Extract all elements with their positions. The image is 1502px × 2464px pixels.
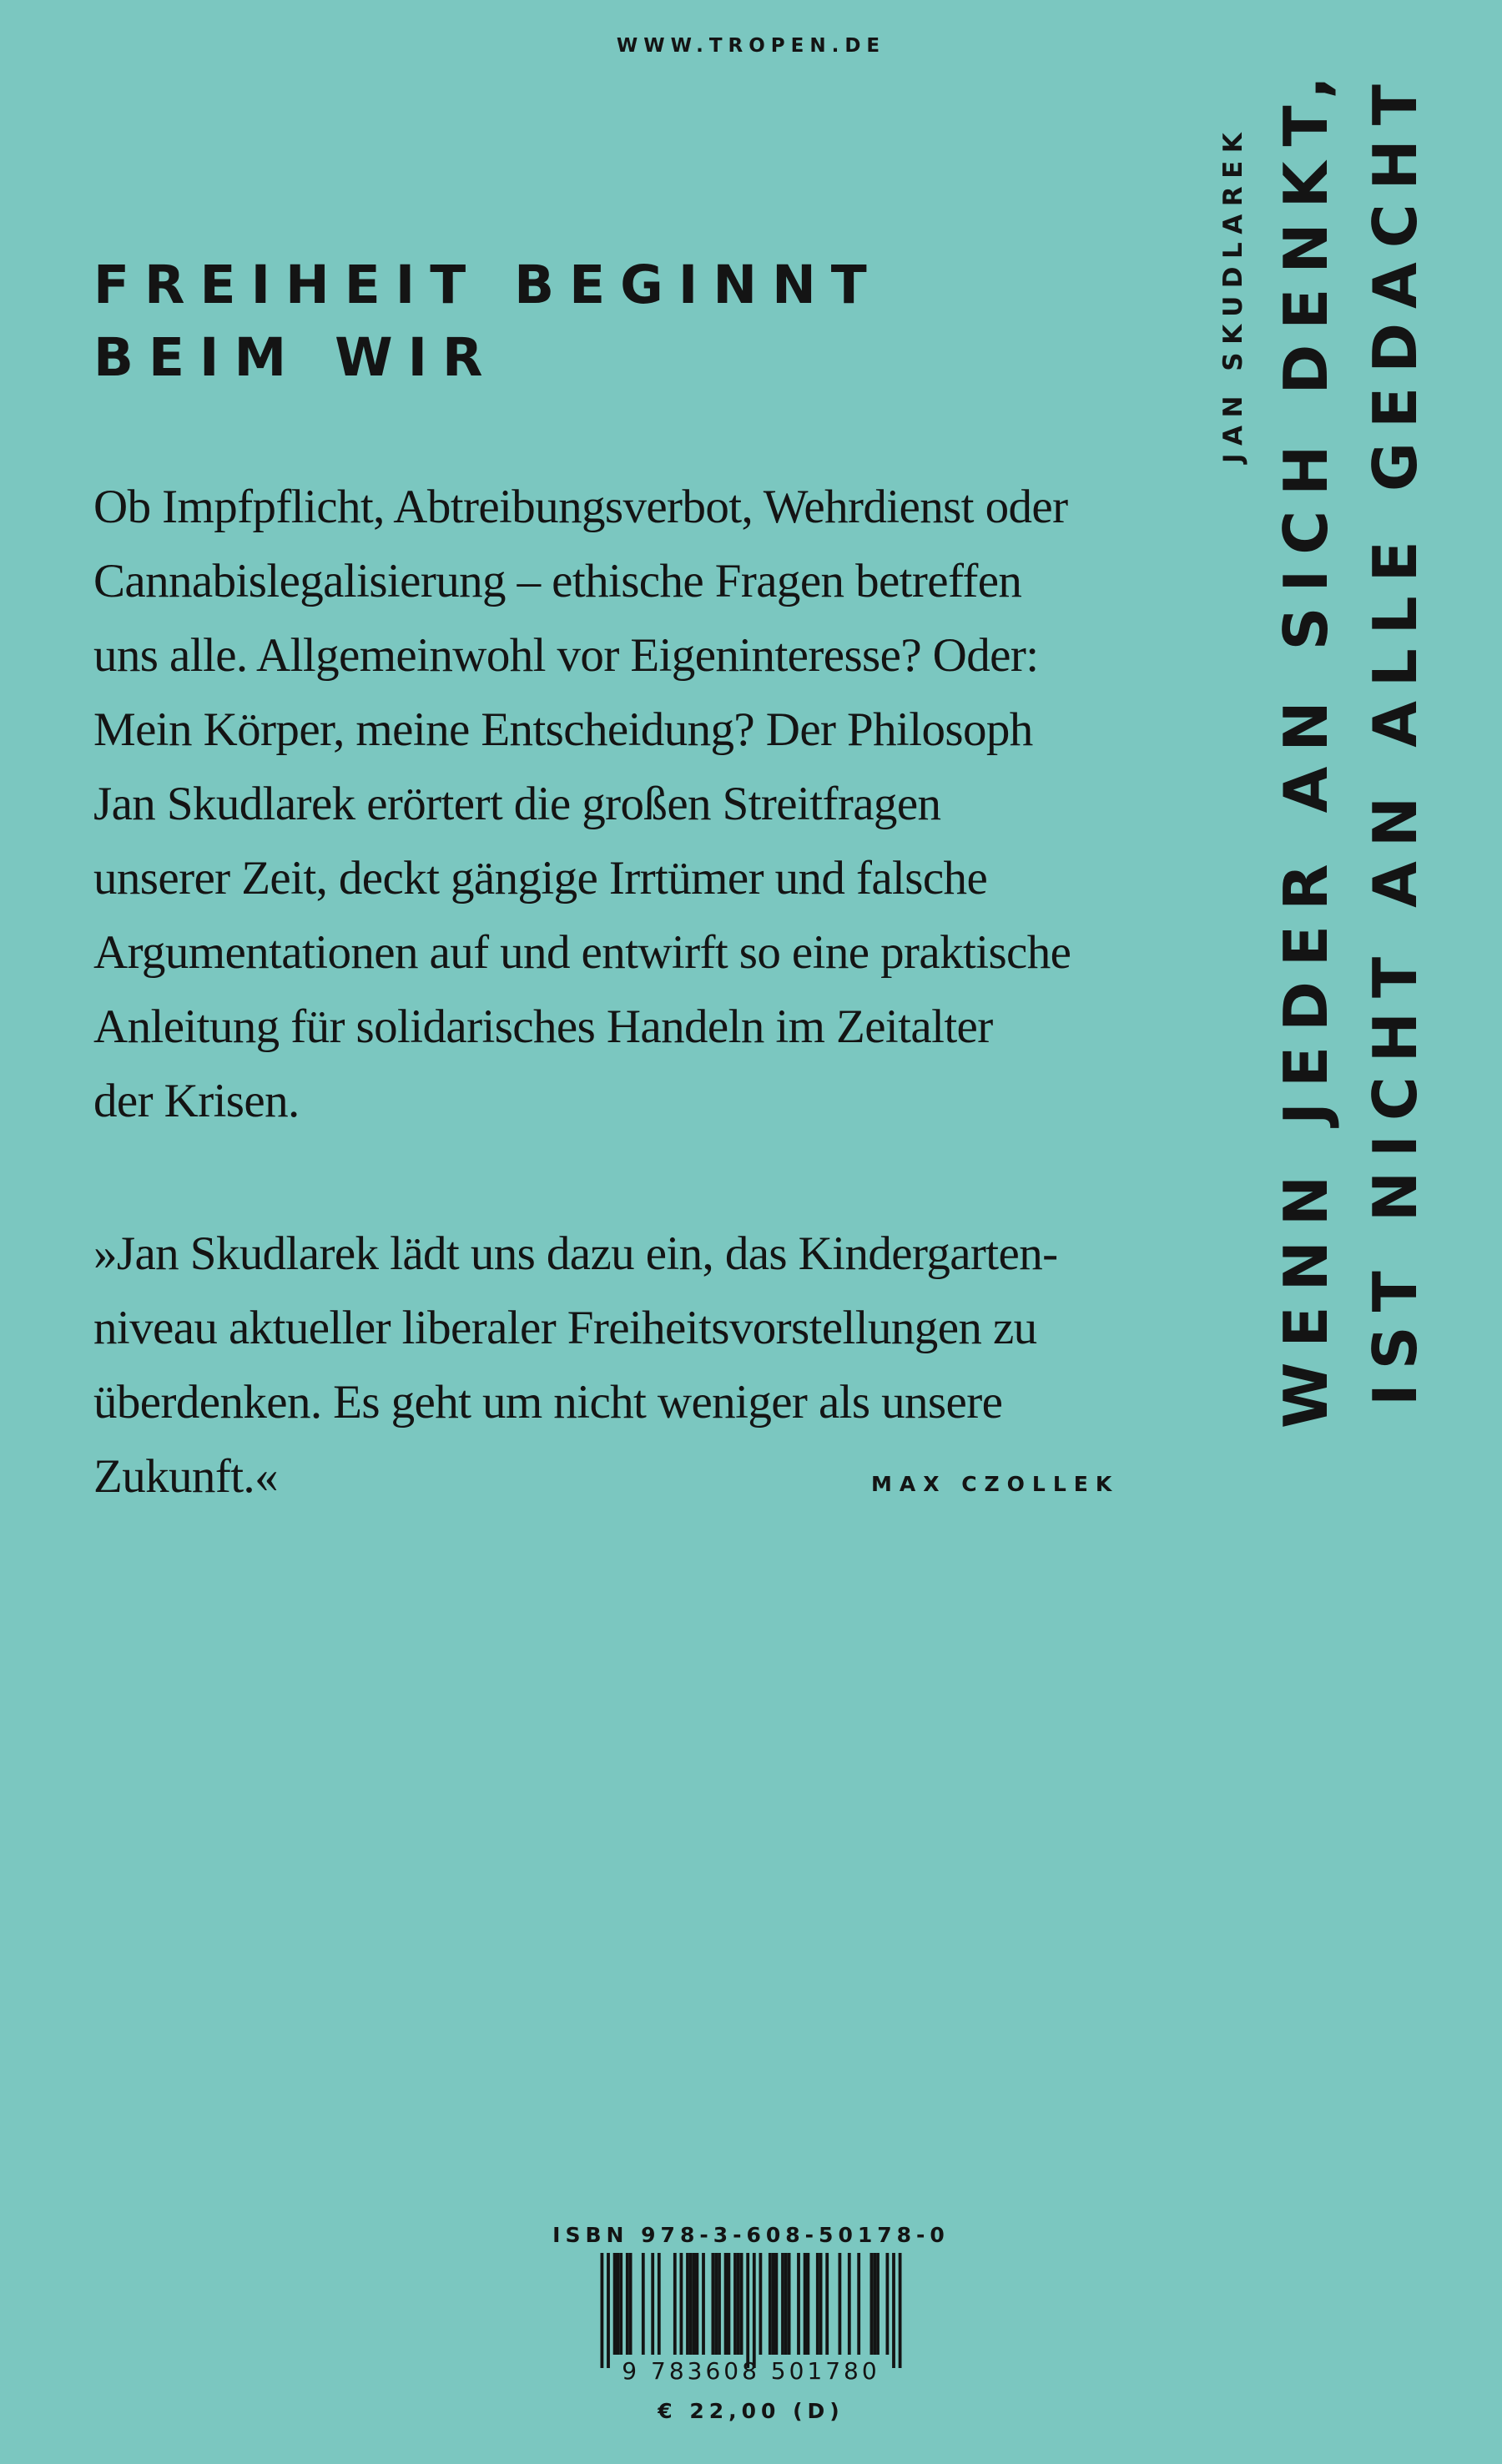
description-line: Jan Skudlarek erörtert die großen Streitfragen — [93, 778, 941, 830]
barcode-bar — [617, 2253, 620, 2355]
quote-line: »Jan Skudlarek lädt uns dazu ein, das Kindergarten- — [93, 1227, 1058, 1280]
barcode-bar — [886, 2253, 890, 2355]
barcode-bar — [873, 2253, 876, 2355]
barcode-bar — [686, 2253, 689, 2355]
barcode-bar — [753, 2253, 756, 2368]
review-quote — [93, 1217, 1178, 1514]
barcode-bar — [693, 2253, 696, 2355]
barcode-bar — [702, 2253, 705, 2355]
barcode-bar — [819, 2253, 823, 2355]
barcode-bar — [737, 2253, 740, 2355]
spine-title-line-1: WENN JEDER AN SICH DENKT, — [1271, 61, 1341, 1429]
headline-line-1: FREIHEIT BEGINNT — [93, 254, 882, 315]
barcode-bar — [724, 2253, 728, 2355]
barcode-bar — [689, 2253, 693, 2355]
barcode-bar — [607, 2253, 610, 2368]
barcode-bar — [718, 2253, 721, 2355]
barcode-bar — [629, 2253, 633, 2355]
barcode-bar — [876, 2253, 880, 2355]
barcode-bar — [733, 2253, 737, 2355]
barcode-bar — [658, 2253, 661, 2355]
barcode-bar — [870, 2253, 874, 2355]
barcode-bar — [673, 2253, 677, 2355]
barcode-bar — [626, 2253, 629, 2355]
description-paragraph — [93, 470, 1178, 1138]
description-line: Mein Körper, meine Entscheidung? Der Philosoph — [93, 703, 1033, 756]
barcode-bar — [740, 2253, 743, 2355]
barcode-bar — [680, 2253, 683, 2355]
headline — [93, 249, 1011, 394]
barcode-bar — [839, 2253, 842, 2355]
barcode-bar — [651, 2253, 654, 2355]
description-line: Anleitung für solidarisches Handeln im Zeitalter — [93, 1000, 993, 1053]
barcode-bar — [769, 2253, 772, 2355]
description-line: Cannabislegalisierung – ethische Fragen betreffen — [93, 555, 1022, 607]
barcode-bar — [613, 2253, 617, 2355]
barcode-bar — [788, 2253, 791, 2355]
barcode-bar — [825, 2253, 829, 2355]
barcode-bar — [642, 2253, 645, 2355]
barcode-bar — [775, 2253, 779, 2355]
isbn-text: ISBN 978-3-608-50178-0 — [552, 2223, 950, 2247]
barcode-bar — [784, 2253, 788, 2355]
barcode-bar — [781, 2253, 784, 2355]
barcode-bar — [601, 2253, 604, 2368]
barcode-bar — [696, 2253, 699, 2355]
barcode-bar — [728, 2253, 731, 2355]
barcode-bar — [797, 2253, 800, 2355]
barcode-bar — [759, 2253, 763, 2355]
barcode-bar — [746, 2253, 749, 2368]
quote-line: Zukunft.« — [93, 1450, 278, 1503]
publisher-website: WWW.TROPEN.DE — [616, 35, 886, 57]
price: € 22,00 (D) — [658, 2399, 844, 2423]
description-line: uns alle. Allgemeinwohl vor Eigeninteresse? Oder: — [93, 629, 1039, 682]
description-line: Ob Impfpflicht, Abtreibungsverbot, Wehrdienst oder — [93, 481, 1068, 533]
description-line: der Krisen. — [93, 1075, 300, 1127]
barcode-bar — [714, 2253, 718, 2355]
quote-line: überdenken. Es geht um nicht weniger als unsere — [93, 1376, 1003, 1429]
barcode-bar — [807, 2253, 810, 2355]
spine-title-line-2: IST NICHT AN ALLE GEDACHT — [1360, 70, 1430, 1406]
headline-line-2: BEIM WIR — [93, 327, 498, 388]
barcode-bar — [816, 2253, 819, 2355]
barcode-bar — [772, 2253, 775, 2355]
barcode-bar — [804, 2253, 807, 2355]
quote-line: niveau aktueller liberaler Freiheitsvorstellungen zu — [93, 1302, 1037, 1354]
description-line: Argumentationen auf und entwirft so eine praktische — [93, 926, 1071, 979]
barcode-bar — [899, 2253, 902, 2368]
quote-author: MAX CZOLLEK — [871, 1472, 1120, 1496]
barcode-bar — [857, 2253, 860, 2355]
barcode-bar — [848, 2253, 851, 2355]
barcode-bar — [619, 2253, 622, 2355]
spine-author: JAN SKUDLAREK — [1218, 124, 1248, 463]
barcode-number: 9 783608 501780 — [622, 2357, 880, 2385]
barcode-bar — [712, 2253, 715, 2355]
barcode-bar — [892, 2253, 895, 2368]
description-line: unserer Zeit, deckt gängige Irrtümer und falsche — [93, 852, 988, 904]
barcode — [567, 2253, 935, 2391]
